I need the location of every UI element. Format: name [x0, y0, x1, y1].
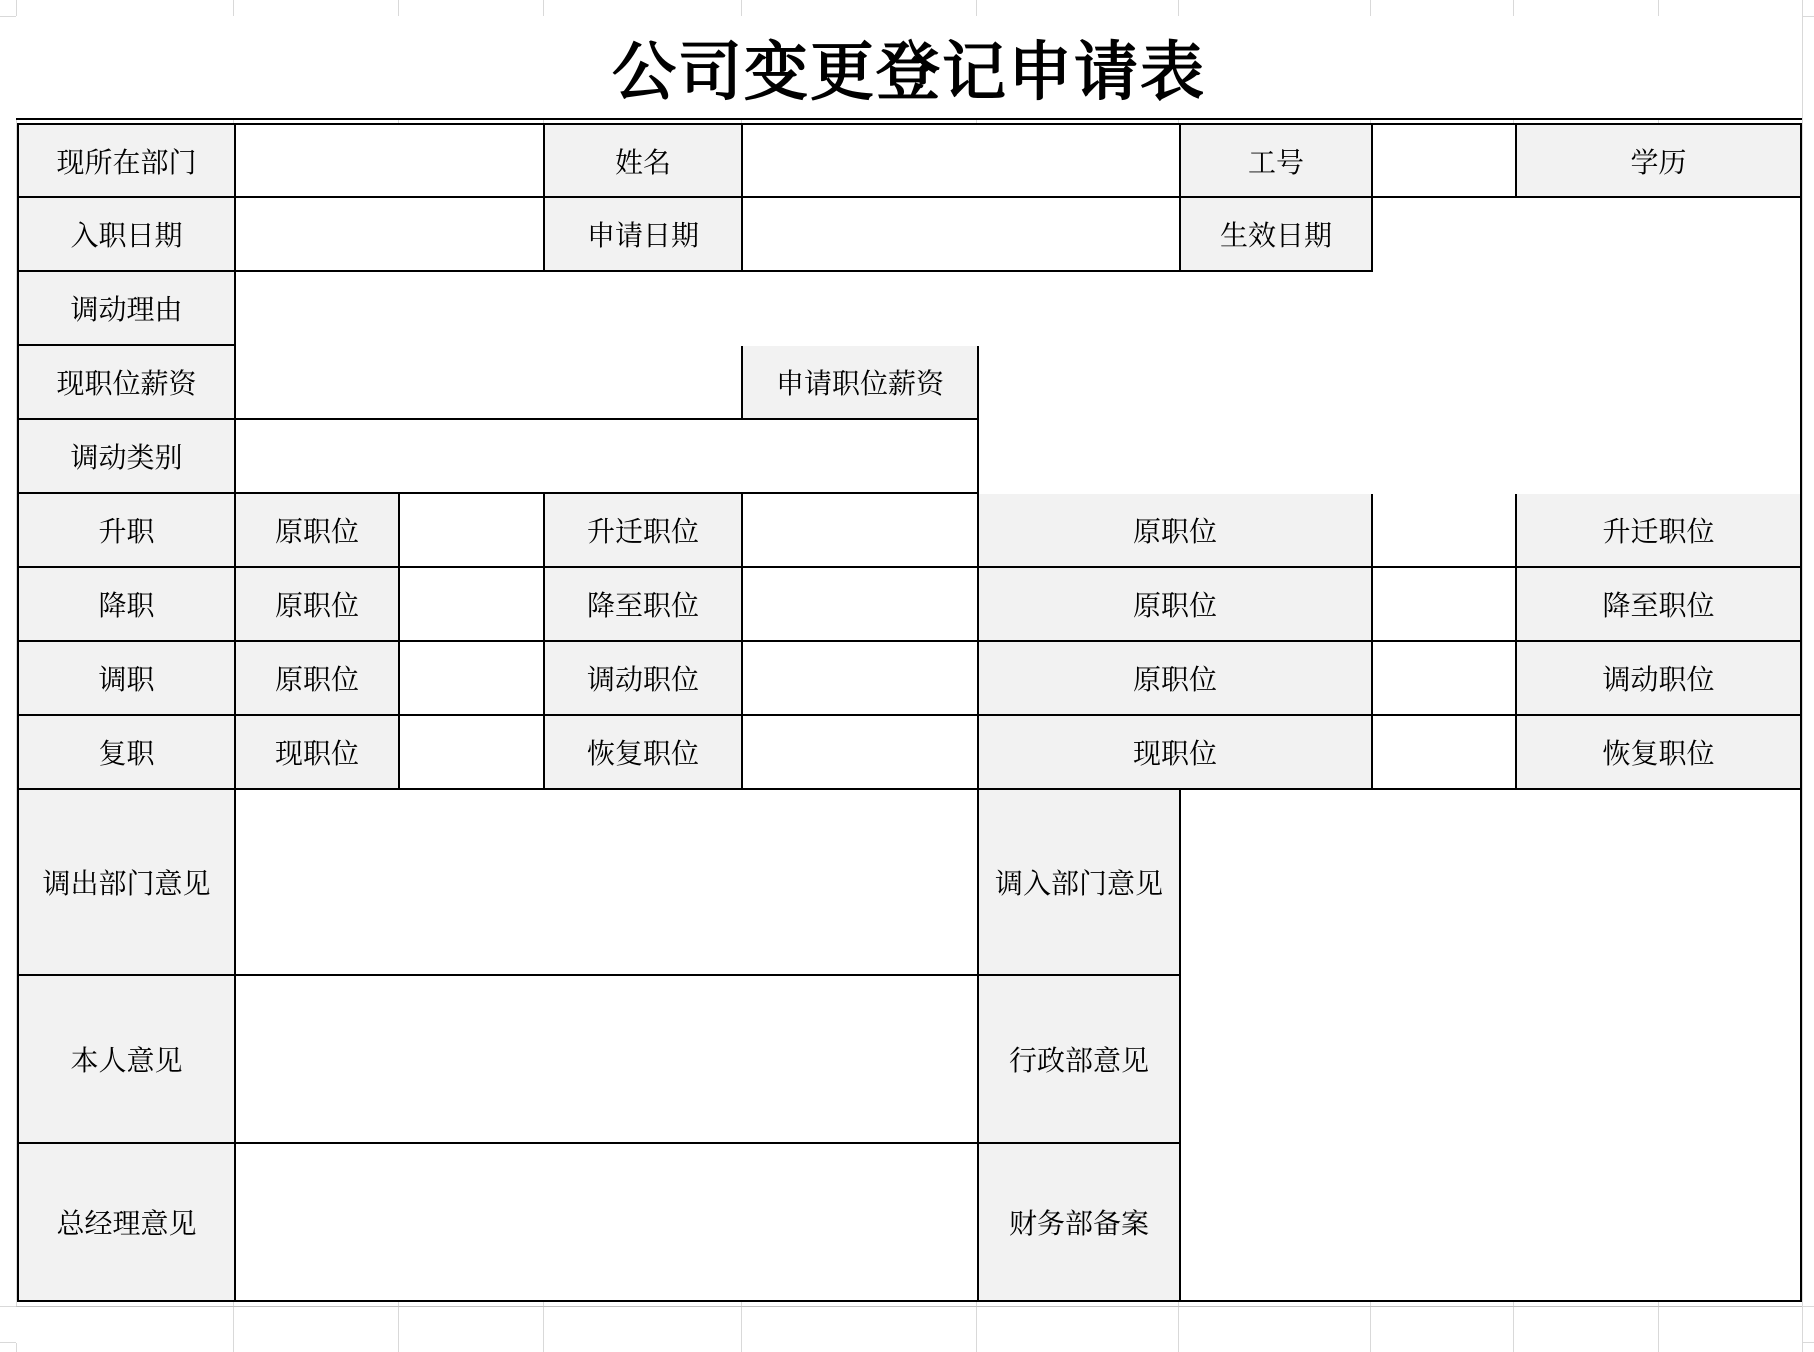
field-label: 调动理由 [19, 272, 236, 346]
field-label: 总经理意见 [19, 1144, 236, 1300]
field-label: 升迁职位 [545, 494, 743, 568]
field-label: 恢复职位 [1517, 716, 1802, 790]
field-label: 调动类别 [19, 420, 236, 494]
field-input-cell[interactable] [1373, 642, 1517, 716]
field-label: 复职 [19, 716, 236, 790]
title-row [16, 16, 1802, 120]
field-label: 申请日期 [545, 198, 743, 272]
field-input-cell[interactable] [236, 198, 545, 272]
field-input-cell[interactable] [400, 494, 545, 568]
field-label: 原职位 [979, 494, 1373, 568]
field-input-cell[interactable] [236, 1144, 979, 1300]
field-label: 原职位 [979, 568, 1373, 642]
field-label: 原职位 [236, 568, 400, 642]
field-label: 原职位 [979, 642, 1373, 716]
field-input-cell[interactable] [1373, 494, 1517, 568]
field-label: 现职位 [236, 716, 400, 790]
field-label: 行政部意见 [979, 976, 1181, 1144]
field-input-cell[interactable] [400, 642, 545, 716]
field-input-cell[interactable] [236, 346, 743, 420]
field-label: 现职位薪资 [19, 346, 236, 420]
field-input-cell[interactable] [236, 125, 545, 198]
field-label: 原职位 [236, 642, 400, 716]
field-label: 调职 [19, 642, 236, 716]
field-label: 现职位 [979, 716, 1373, 790]
field-label: 入职日期 [19, 198, 236, 272]
field-input-cell[interactable] [1373, 716, 1517, 790]
field-input-cell[interactable] [236, 790, 979, 976]
field-label: 升职 [19, 494, 236, 568]
field-label: 恢复职位 [545, 716, 743, 790]
gridline [976, 1307, 977, 1343]
field-label: 现所在部门 [19, 125, 236, 198]
field-label: 降职 [19, 568, 236, 642]
field-input-cell[interactable] [400, 568, 545, 642]
field-label: 升迁职位 [1517, 494, 1802, 568]
gridline [398, 1307, 399, 1343]
field-input-cell[interactable] [743, 494, 979, 568]
field-label: 调动职位 [545, 642, 743, 716]
gridline [1802, 0, 1803, 1352]
field-label: 调出部门意见 [19, 790, 236, 976]
gridline [543, 1307, 544, 1343]
field-input-cell[interactable] [743, 198, 1181, 272]
change-registration-form [17, 123, 1802, 1302]
field-label: 原职位 [236, 494, 400, 568]
field-input-cell[interactable] [400, 716, 545, 790]
page-title: 公司变更登记申请表 [612, 36, 1206, 110]
field-label: 姓名 [545, 125, 743, 198]
field-label: 财务部备案 [979, 1144, 1181, 1300]
field-label: 降至职位 [545, 568, 743, 642]
field-label: 调动职位 [1517, 642, 1802, 716]
field-input-cell[interactable] [743, 642, 979, 716]
field-input-cell[interactable] [743, 568, 979, 642]
field-input-cell[interactable] [236, 420, 979, 494]
field-label: 学历 [1517, 125, 1802, 198]
field-input-cell[interactable] [1373, 125, 1517, 198]
field-label: 工号 [1181, 125, 1373, 198]
field-label: 本人意见 [19, 976, 236, 1144]
field-label: 申请职位薪资 [743, 346, 979, 420]
empty-sheet-row [16, 1306, 1802, 1343]
field-label: 降至职位 [1517, 568, 1802, 642]
gridline [233, 1307, 234, 1343]
field-label: 调入部门意见 [979, 790, 1181, 976]
gridline [1370, 1307, 1371, 1343]
gridline [1658, 1307, 1659, 1343]
field-input-cell[interactable] [236, 976, 979, 1144]
gridline [741, 1307, 742, 1343]
field-input-cell[interactable] [743, 716, 979, 790]
field-input-cell[interactable] [1373, 568, 1517, 642]
gridline [1178, 1307, 1179, 1343]
gridline [1513, 1307, 1514, 1343]
field-label: 生效日期 [1181, 198, 1373, 272]
field-input-cell[interactable] [743, 125, 1181, 198]
